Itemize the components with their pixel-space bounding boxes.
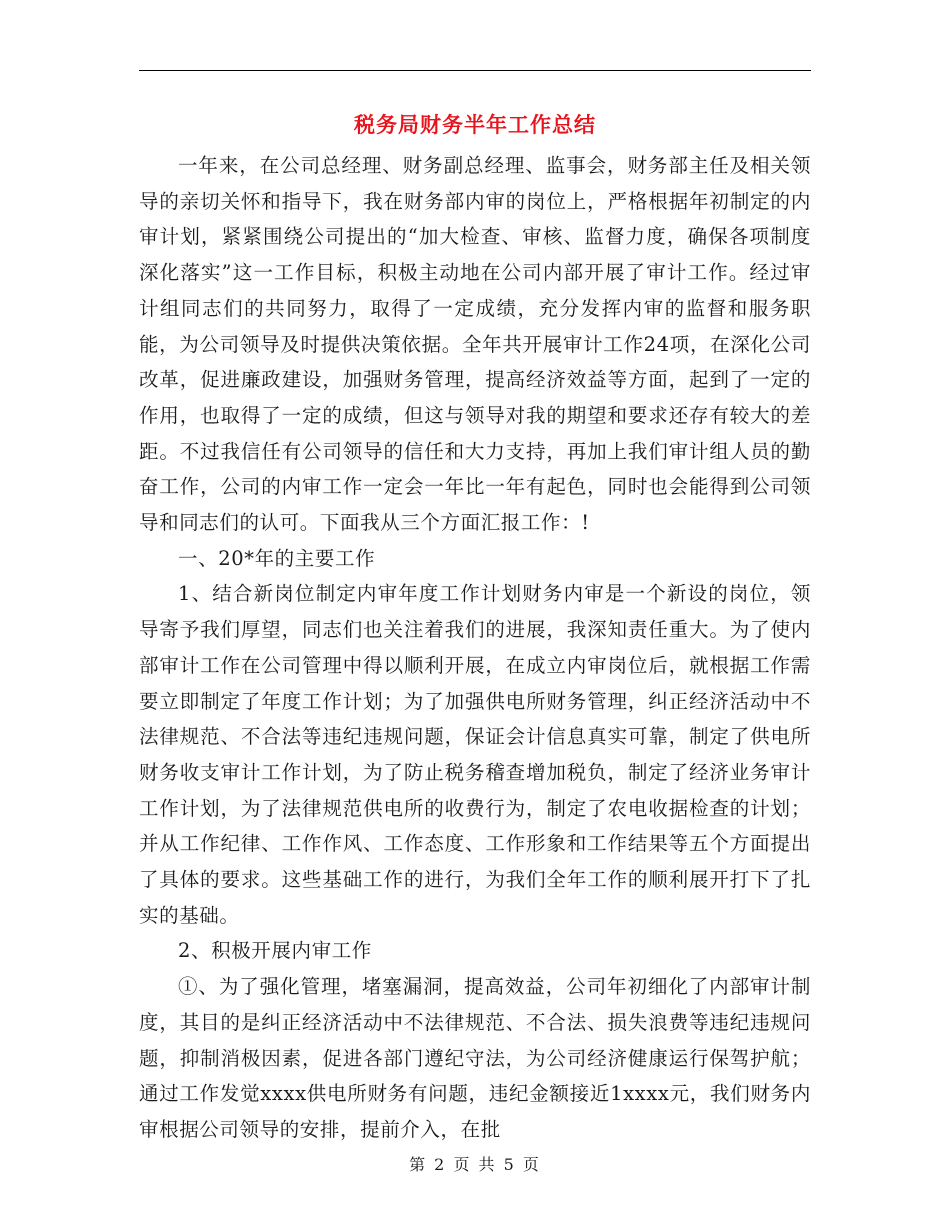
document-body [139,148,811,1148]
audit-detail-paragraph: ①、为了强化管理，堵塞漏洞，提高效益，公司年初细化了内部审计制度，其目的是纠正经济活动中不法律规范、不合法、损失浪费等违纪违规问题，抑制消极因素，促进各部门遵纪守法，为公司经济健康运行保驾护航；通过工作发觉xxxx供电所财务有问题，违纪金额接近1xxxx元，我们财务内审根据公司领导的安排，提前介入，在批 [139,975,811,1141]
section-heading-main-work: 一、20*年的主要工作 [178,546,376,570]
header-rule [139,70,811,71]
page-number-footer: 第 2 页 共 5 页 [409,1155,541,1174]
intro-paragraph: 一年来，在公司总经理、财务副总经理、监事会，财务部主任及相关领导的亲切关怀和指导下，我在财务部内审的岗位上，严格根据年初制定的内审计划，紧紧围绕公司提出的“加大检查、审核、监督力度，确保各项制度深化落实”这一工作目标，积极主动地在公司内部开展了审计工作。经过审计组同志们的共同努力，取得了一定成绩，充分发挥内审的监督和服务职能，为公司领导及时提供决策依据。全年共开展审计工作24项，在深化公司改革，促进廉政建设，加强财务管理，提高经济效益等方面，起到了一定的作用，也取得了一定的成绩，但这与领导对我的期望和要求还存有较大的差距。不过我信任有公司领导的信任和大力支持，再加上我们审计组人员的勤奋工作，公司的内审工作一定会一年比一年有起色，同时也会能得到公司领导和同志们的认可。下面我从三个方面汇报工作：! [139,154,811,535]
work-plan-paragraph: 1、结合新岗位制定内审年度工作计划财务内审是一个新设的岗位，领导寄予我们厚望，同志们也关注着我们的进展，我深知责任重大。为了使内部审计工作在公司管理中得以顺利开展，在成立内审岗位后，就根据工作需要立即制定了年度工作计划；为了加强供电所财务管理，纠正经济活动中不法律规范、不合法等违纪违规问题，保证会计信息真实可靠，制定了供电所财务收支审计工作计划，为了防止税务稽查增加税负，制定了经济业务审计工作计划，为了法律规范供电所的收费行为，制定了农电收据检查的计划；并从工作纪律、工作作风、工作态度、工作形象和工作结果等五个方面提出了具体的要求。这些基础工作的进行，为我们全年工作的顺利展开打下了扎实的基础。 [139,582,811,927]
subsection-heading-audit-work: 2、积极开展内审工作 [178,939,372,963]
document-title: 税务局财务半年工作总结 [354,112,596,137]
